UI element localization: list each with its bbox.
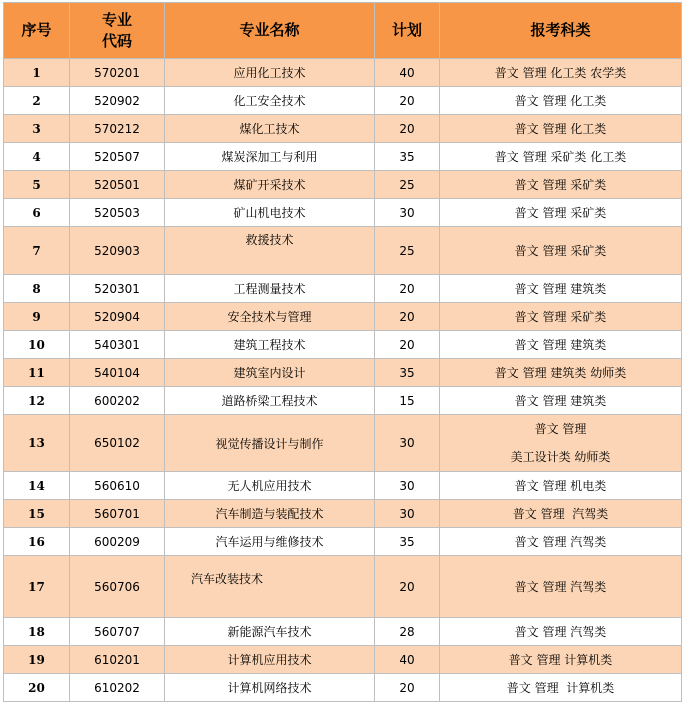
row-plan: 15 (375, 387, 440, 415)
row-index: 2 (4, 87, 70, 115)
row-code: 560707 (70, 618, 165, 646)
table-row (4, 115, 682, 143)
row-major: 汽车运用与维修技术 (165, 528, 375, 556)
row-plan: 35 (375, 143, 440, 171)
table-row (4, 87, 682, 115)
row-plan: 35 (375, 359, 440, 387)
row-major: 救援技术 (165, 227, 375, 275)
row-plan: 20 (375, 556, 440, 618)
row-category: 普文 管理 计算机类 (440, 674, 682, 702)
row-category: 普文 管理 计算机类 (440, 646, 682, 674)
row-code: 520902 (70, 87, 165, 115)
row-category: 普文 管理 采矿类 (440, 227, 682, 275)
table-row (4, 556, 682, 618)
row-code: 600202 (70, 387, 165, 415)
row-code: 610201 (70, 646, 165, 674)
row-plan: 20 (375, 115, 440, 143)
row-category: 普文 管理 建筑类 (440, 387, 682, 415)
row-index: 13 (4, 415, 70, 472)
row-code: 520903 (70, 227, 165, 275)
row-plan: 40 (375, 59, 440, 87)
row-category: 普文 管理 建筑类 (440, 275, 682, 303)
row-code: 570212 (70, 115, 165, 143)
row-plan: 20 (375, 674, 440, 702)
row-plan: 40 (375, 646, 440, 674)
row-category: 普文 管理 采矿类 (440, 171, 682, 199)
table-row (4, 472, 682, 500)
row-plan: 30 (375, 199, 440, 227)
row-index: 8 (4, 275, 70, 303)
row-category: 普文 管理 汽驾类 (440, 556, 682, 618)
table-row (4, 275, 682, 303)
header-code-line2: 代码 (101, 31, 132, 50)
row-index: 9 (4, 303, 70, 331)
row-code: 520507 (70, 143, 165, 171)
table-row (4, 359, 682, 387)
row-category-line2: 美工设计类 幼师类 (510, 450, 611, 464)
table-row (4, 171, 682, 199)
row-plan: 35 (375, 528, 440, 556)
row-major: 煤化工技术 (165, 115, 375, 143)
row-major: 建筑室内设计 (165, 359, 375, 387)
row-code: 520503 (70, 199, 165, 227)
row-category: 普文 管理 采矿类 化工类 (440, 143, 682, 171)
header-code (70, 3, 165, 59)
row-major: 计算机应用技术 (165, 646, 375, 674)
row-plan: 30 (375, 472, 440, 500)
row-plan: 20 (375, 87, 440, 115)
row-plan: 20 (375, 275, 440, 303)
row-plan: 28 (375, 618, 440, 646)
row-major: 道路桥梁工程技术 (165, 387, 375, 415)
row-index: 12 (4, 387, 70, 415)
row-category: 普文 管理 采矿类 (440, 199, 682, 227)
row-major: 无人机应用技术 (165, 472, 375, 500)
table-row (4, 303, 682, 331)
row-category: 普文 管理 汽驾类 (440, 528, 682, 556)
row-category (440, 415, 682, 472)
table-row (4, 415, 682, 472)
row-code: 650102 (70, 415, 165, 472)
row-code: 600209 (70, 528, 165, 556)
row-major: 汽车改装技术 (165, 556, 375, 618)
enrollment-plan-table (3, 2, 682, 702)
row-code: 520301 (70, 275, 165, 303)
row-major: 应用化工技术 (165, 59, 375, 87)
row-major: 计算机网络技术 (165, 674, 375, 702)
row-major: 新能源汽车技术 (165, 618, 375, 646)
table-row (4, 59, 682, 87)
row-code: 520501 (70, 171, 165, 199)
row-category: 普文 管理 化工类 (440, 115, 682, 143)
row-major: 煤炭深加工与利用 (165, 143, 375, 171)
table-row (4, 528, 682, 556)
table-row (4, 674, 682, 702)
row-code: 520904 (70, 303, 165, 331)
table-row (4, 500, 682, 528)
row-plan: 20 (375, 303, 440, 331)
row-plan: 30 (375, 415, 440, 472)
row-major: 安全技术与管理 (165, 303, 375, 331)
row-index: 1 (4, 59, 70, 87)
row-category: 普文 管理 机电类 (440, 472, 682, 500)
row-code: 560701 (70, 500, 165, 528)
row-index: 5 (4, 171, 70, 199)
table-row (4, 331, 682, 359)
row-major: 矿山机电技术 (165, 199, 375, 227)
row-index: 6 (4, 199, 70, 227)
row-category: 普文 管理 化工类 (440, 87, 682, 115)
row-code: 560706 (70, 556, 165, 618)
row-code: 540104 (70, 359, 165, 387)
row-plan: 20 (375, 331, 440, 359)
row-index: 7 (4, 227, 70, 275)
header-code-line1: 专业 (101, 10, 132, 29)
row-index: 14 (4, 472, 70, 500)
row-index: 17 (4, 556, 70, 618)
row-index: 20 (4, 674, 70, 702)
row-code: 540301 (70, 331, 165, 359)
header-major: 专业名称 (165, 3, 375, 59)
row-category: 普文 管理 汽驾类 (440, 618, 682, 646)
row-index: 16 (4, 528, 70, 556)
row-code: 610202 (70, 674, 165, 702)
row-code: 570201 (70, 59, 165, 87)
row-category: 普文 管理 采矿类 (440, 303, 682, 331)
header-category: 报考科类 (440, 3, 682, 59)
row-category: 普文 管理 化工类 农学类 (440, 59, 682, 87)
table-header-row (4, 3, 682, 59)
row-index: 3 (4, 115, 70, 143)
row-plan: 25 (375, 227, 440, 275)
row-major: 煤矿开采技术 (165, 171, 375, 199)
table-row (4, 646, 682, 674)
table-row (4, 227, 682, 275)
row-category: 普文 管理 建筑类 (440, 331, 682, 359)
row-major: 汽车制造与装配技术 (165, 500, 375, 528)
row-code: 560610 (70, 472, 165, 500)
row-category: 普文 管理 建筑类 幼师类 (440, 359, 682, 387)
row-index: 11 (4, 359, 70, 387)
row-major: 工程测量技术 (165, 275, 375, 303)
row-index: 19 (4, 646, 70, 674)
enrollment-table-container (3, 2, 682, 702)
row-index: 15 (4, 500, 70, 528)
row-category: 普文 管理 汽驾类 (440, 500, 682, 528)
row-major: 建筑工程技术 (165, 331, 375, 359)
row-major: 视觉传播设计与制作 (165, 415, 375, 472)
table-row (4, 387, 682, 415)
row-major: 化工安全技术 (165, 87, 375, 115)
row-index: 10 (4, 331, 70, 359)
table-row (4, 199, 682, 227)
row-category-line1: 普文 管理 (534, 422, 587, 436)
row-plan: 30 (375, 500, 440, 528)
header-index: 序号 (4, 3, 70, 59)
row-plan: 25 (375, 171, 440, 199)
row-index: 18 (4, 618, 70, 646)
header-plan: 计划 (375, 3, 440, 59)
table-row (4, 143, 682, 171)
row-index: 4 (4, 143, 70, 171)
table-row (4, 618, 682, 646)
